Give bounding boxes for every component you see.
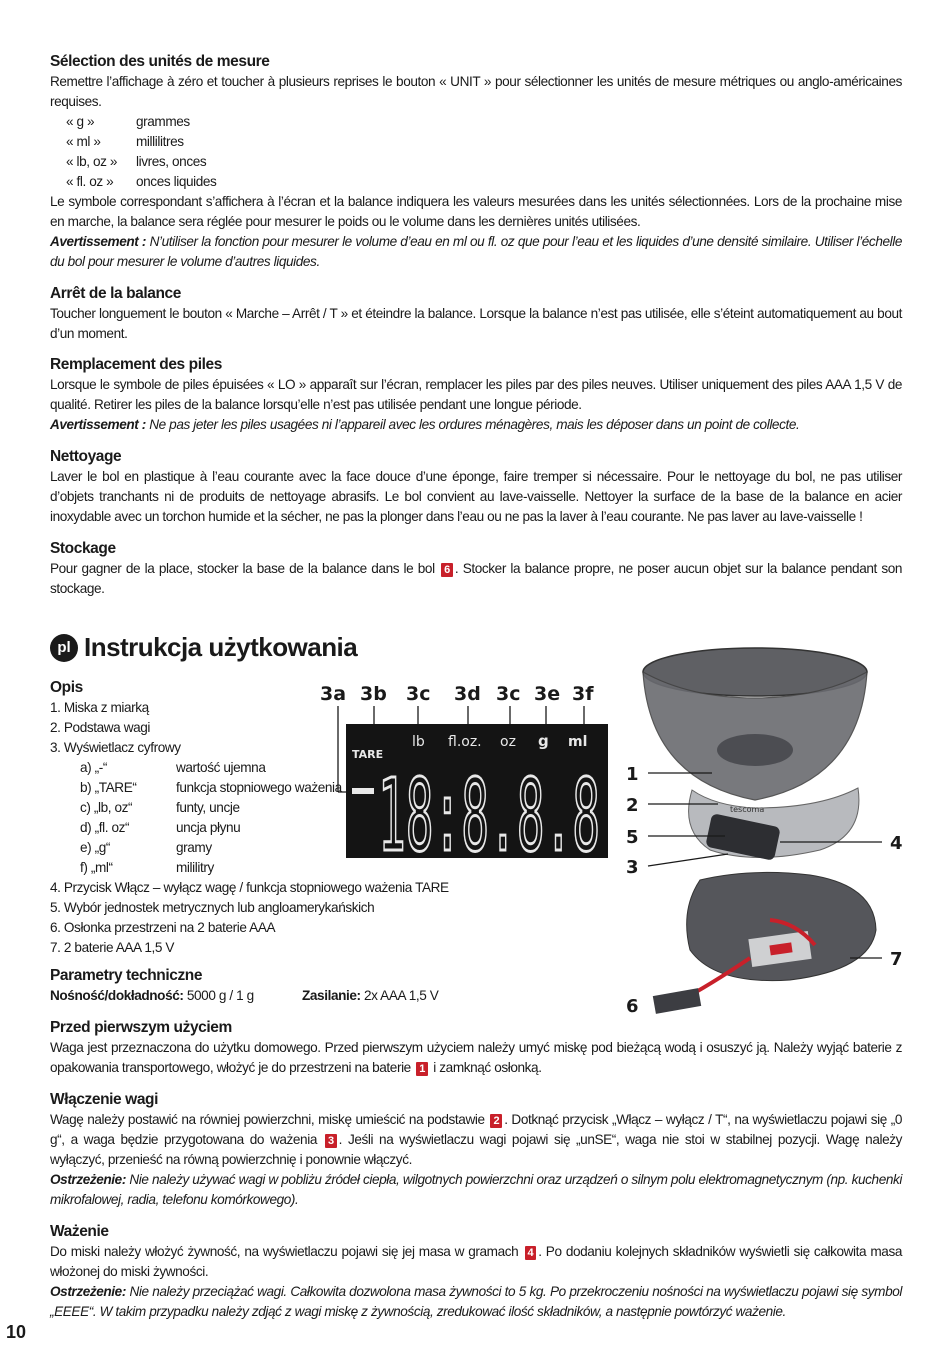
fr-store-section [50, 539, 902, 599]
minus-segment [352, 788, 374, 794]
fr-store-heading: Stockage [50, 540, 116, 557]
list-item: 3. Wyświetlacz cyfrowy [50, 740, 181, 755]
ref-badge: 2 [490, 1114, 502, 1128]
display-label: 3b [360, 683, 387, 705]
display-diagram [318, 678, 608, 860]
fr-store-text: Pour gagner de la place, stocker la base de la balance dans le bol 6 . Stocker la balance propre, ne poser aucun objet sur la balance pendant son stockage. [50, 561, 903, 596]
callout-5: 5 [626, 827, 639, 848]
pl-power-on-text: Wagę należy postawić na równiej powierzchni, miskę umieścić na podstawie 2 . Dotknąć przycisk „Włącz – wyłącz / T“, na wyświetlaczu pojawi się „0 g“, a waga będzie przygotowana do ważenia 3 . Jeśli na wyświetlaczu wagi pojawi się „unSE“, waga nie stoi w stabilnej pozycji. Wagę należy wyłączyć, przenieść na równą powierzchnię i ponownie włączyć. [50, 1112, 903, 1167]
fr-units-list [66, 112, 902, 192]
list-item: « lb, oz » livres, onces [66, 154, 207, 169]
pl-warning-2: Ostrzeżenie: Nie należy przeciążać wagi. Całkowita dozwolona masa żywności to 5 kg. Po przekroczeniu nośności na wyświetlaczu pojawi się symbol „EEEE“. W takim przypadku należy zdjąć z wagi miskę z żywnością, zredukować ilość składników, a następnie powtórzyć ważenie. [50, 1284, 902, 1319]
pl-first-use-heading: Przed pierwszym użyciem [50, 1019, 232, 1036]
ref-badge: 4 [525, 1246, 537, 1260]
pl-weighing-section [50, 1222, 902, 1322]
fr-clean-text: Laver le bol en plastique à l’eau courante avec la face douce d’une éponge, faire tremper si nécessaire. Pour le nettoyage du bol, ne pas utiliser d’objets tranchants ni de produits de nettoyage abrasifs. Le bol convient au lave-vaisselle. Nettoyer la surface de la base de la balance en acier inoxydable avec un torchon humide et la sécher, ne pas la plonger dans l’eau ou ne pas la laver à l’eau courante. Ne pas laver au lave-vaisselle ! [50, 469, 902, 524]
fr-units-section [50, 52, 902, 272]
fr-battery-section [50, 355, 902, 435]
display-digits: 18:8.8.8 [378, 757, 600, 860]
fr-units-text2: Le symbole correspondant s’affichera à l’écran et la balance indiquera les valeurs mesurées dans les unités sélectionnées. Lors de la prochaine mise en marche, la balance sera réglée pour mesurer le poids ou le volume dans les dernières unités utilisées. [50, 194, 902, 229]
fr-warning-1: Avertissement : N’utiliser la fonction pour mesurer le volume d’eau en ml ou fl. oz que pour l’eau et les liquides d’une densité similaire. Utiliser l’échelle du bol pour mesurer le volume d’autres liquides. [50, 234, 902, 269]
pl-warning-1: Ostrzeżenie: Nie należy używać wagi w pobliżu źródeł ciepła, wilgotnych powierzchni oraz urządzeń o silnym polu elektromagnetycznym (np. kuchenki mikrofalowej, radia, telefonu komórkowego). [50, 1172, 902, 1207]
callout-7: 7 [890, 949, 903, 970]
pl-params-heading: Parametry techniczne [50, 967, 203, 984]
list-item: « g » grammes [66, 114, 190, 129]
pl-power-on-heading: Włączenie wagi [50, 1091, 158, 1108]
fr-off-text: Toucher longuement le bouton « Marche – Arrêt / T » et éteindre la balance. Lorsque la balance n’est pas utilisée, elle s’éteint automatiquement au bout d’un moment. [50, 306, 902, 341]
fr-units-text: Remettre l’affichage à zéro et toucher à plusieurs reprises le bouton « UNIT » pour sélectionner les unités de mesure métriques ou anglo-américaines requises. [50, 74, 902, 109]
param-capacity: Nośność/dokładność: 5000 g / 1 g [50, 988, 254, 1003]
pl-description-heading: Opis [50, 679, 83, 696]
pl-weighing-heading: Ważenie [50, 1223, 109, 1240]
fr-battery-heading: Remplacement des piles [50, 356, 222, 373]
list-item: 4. Przycisk Włącz – wyłącz wagę / funkcja stopniowego ważenia TARE [50, 880, 449, 895]
display-unit: ml [568, 734, 588, 750]
callout-2: 2 [626, 795, 639, 816]
list-item: 6. Osłonka przestrzeni na 2 baterie AAA [50, 920, 276, 935]
callout-6: 6 [626, 996, 639, 1017]
fr-clean-heading: Nettoyage [50, 448, 122, 465]
display-unit: oz [500, 734, 516, 750]
list-item: c) „lb, oz“ funty, uncje [80, 800, 240, 815]
ref-badge: 6 [441, 563, 453, 577]
fr-off-section [50, 284, 902, 344]
page-number: 10 [6, 1322, 27, 1342]
fr-clean-section [50, 447, 902, 527]
pl-power-on-section [50, 1090, 902, 1210]
display-label: 3d [454, 683, 481, 705]
display-label: 3c [406, 683, 431, 705]
list-item: f) „ml“ mililitry [80, 860, 214, 875]
ref-badge: 1 [416, 1062, 428, 1076]
display-label: 3a [320, 683, 347, 705]
display-label: 3c [496, 683, 521, 705]
list-item: 1. Miska z miarką [50, 700, 149, 715]
list-item: « ml » millilitres [66, 134, 184, 149]
brand-label: tescoma [730, 805, 765, 814]
display-unit: fl.oz. [448, 734, 482, 750]
fr-warning-2: Avertissement : Ne pas jeter les piles usagées ni l’appareil avec les ordures ménagères, mais les déposer dans un point de collecte. [50, 417, 800, 432]
display-unit: g [538, 732, 549, 750]
display-label: 3e [534, 683, 561, 705]
display-tare: TARE [352, 748, 384, 761]
display-unit: lb [412, 734, 425, 750]
display-label: 3f [572, 683, 594, 705]
ref-badge: 3 [325, 1134, 337, 1148]
pl-weighing-text: Do miski należy włożyć żywność, na wyświetlaczu pojawi się jej masa w gramach 4 . Po dodaniu kolejnych składników wyświetli się całkowita masa włożonej do miski żywności. [50, 1244, 902, 1279]
page-title: Instrukcja użytkowania [84, 632, 358, 662]
list-item: 7. 2 baterie AAA 1,5 V [50, 940, 175, 955]
list-item: e) „g“ gramy [80, 840, 212, 855]
callout-1: 1 [626, 764, 639, 785]
callout-4: 4 [890, 833, 903, 854]
pl-first-use-text: Waga jest przeznaczona do użytku domowego. Przed pierwszym użyciem należy umyć miskę pod bieżącą wodą i osuszyć ją. Należy wyjąć baterie z opakowania transportowego, włożyć je do przestrzeni na baterie 1 i zamknąć osłonką. [50, 1040, 902, 1075]
fr-battery-text: Lorsque le symbole de piles épuisées « LO » apparaît sur l’écran, remplacer les piles par des piles neuves. Utiliser uniquement des piles AAA 1,5 V de qualité. Retirer les piles de la balance lorsqu’elle n’est pas utilisée pendant une longue période. [50, 377, 902, 412]
fr-units-heading: Sélection des unités de mesure [50, 53, 270, 70]
list-item: 5. Wybór jednostek metrycznych lub angloamerykańskich [50, 900, 375, 915]
list-item: b) „TARE“ funkcja stopniowego ważenia [80, 780, 342, 795]
list-item: a) „-“ wartość ujemna [80, 760, 266, 775]
pl-params-section [50, 966, 902, 1006]
param-power: Zasilanie: 2x AAA 1,5 V [302, 988, 439, 1003]
list-item: 2. Podstawa wagi [50, 720, 151, 735]
list-item: « fl. oz » onces liquides [66, 174, 217, 189]
callout-3: 3 [626, 857, 639, 878]
fr-off-heading: Arrêt de la balance [50, 285, 181, 302]
list-item: d) „fl. oz“ uncja płynu [80, 820, 241, 835]
pl-title [50, 632, 357, 663]
pl-first-use-section [50, 1018, 902, 1078]
language-badge: pl [50, 634, 78, 662]
